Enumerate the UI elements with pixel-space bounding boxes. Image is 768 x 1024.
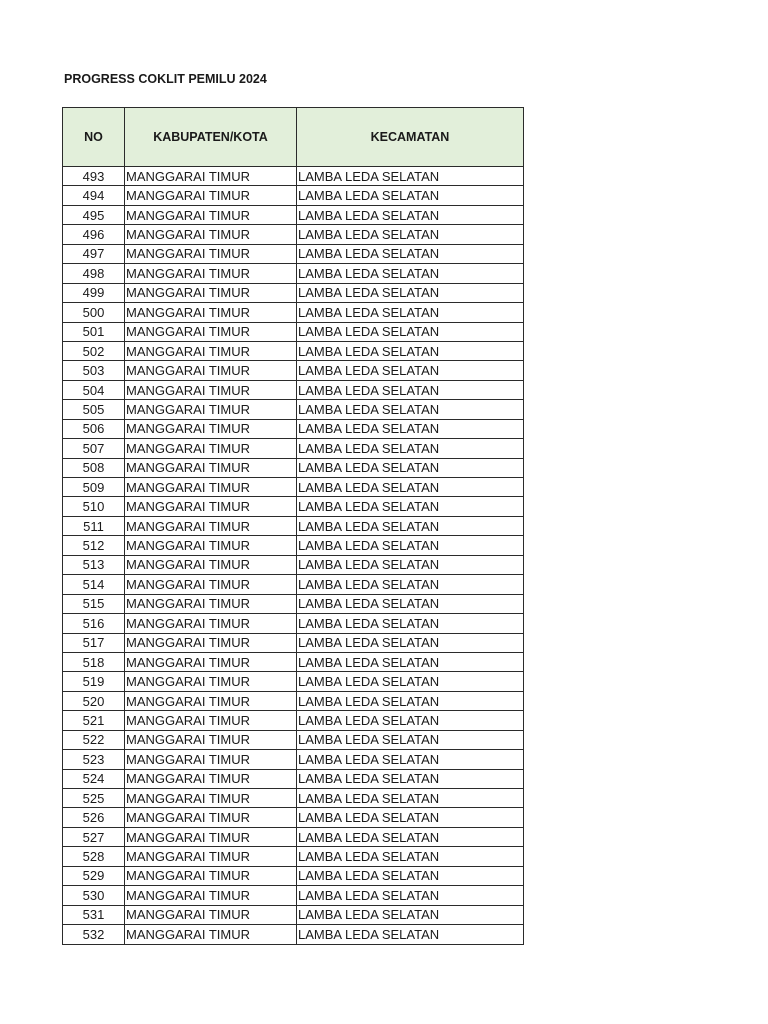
table-row bbox=[63, 614, 524, 633]
cell-kabupaten-kota: MANGGARAI TIMUR bbox=[125, 361, 297, 380]
cell-no: 528 bbox=[63, 847, 125, 866]
cell-kecamatan: LAMBA LEDA SELATAN bbox=[297, 400, 524, 419]
table-row bbox=[63, 439, 524, 458]
cell-kecamatan: LAMBA LEDA SELATAN bbox=[297, 478, 524, 497]
cell-no: 523 bbox=[63, 750, 125, 769]
table-row bbox=[63, 283, 524, 302]
table-row bbox=[63, 205, 524, 224]
cell-no: 531 bbox=[63, 905, 125, 924]
cell-kabupaten-kota: MANGGARAI TIMUR bbox=[125, 827, 297, 846]
table-row bbox=[63, 264, 524, 283]
cell-no: 514 bbox=[63, 575, 125, 594]
cell-kecamatan: LAMBA LEDA SELATAN bbox=[297, 244, 524, 263]
cell-kabupaten-kota: MANGGARAI TIMUR bbox=[125, 769, 297, 788]
cell-kecamatan: LAMBA LEDA SELATAN bbox=[297, 497, 524, 516]
table-row bbox=[63, 536, 524, 555]
table-row bbox=[63, 516, 524, 535]
cell-kabupaten-kota: MANGGARAI TIMUR bbox=[125, 186, 297, 205]
cell-no: 522 bbox=[63, 730, 125, 749]
table-row bbox=[63, 575, 524, 594]
cell-kabupaten-kota: MANGGARAI TIMUR bbox=[125, 691, 297, 710]
cell-no: 516 bbox=[63, 614, 125, 633]
cell-kecamatan: LAMBA LEDA SELATAN bbox=[297, 672, 524, 691]
cell-kecamatan: LAMBA LEDA SELATAN bbox=[297, 225, 524, 244]
cell-no: 532 bbox=[63, 925, 125, 944]
cell-kecamatan: LAMBA LEDA SELATAN bbox=[297, 361, 524, 380]
table-row bbox=[63, 905, 524, 924]
header-row bbox=[63, 108, 524, 167]
table-row bbox=[63, 847, 524, 866]
table-row bbox=[63, 925, 524, 944]
table-row bbox=[63, 322, 524, 341]
table-row bbox=[63, 341, 524, 360]
table-row bbox=[63, 808, 524, 827]
cell-kecamatan: LAMBA LEDA SELATAN bbox=[297, 516, 524, 535]
table-row bbox=[63, 730, 524, 749]
cell-no: 512 bbox=[63, 536, 125, 555]
table-row bbox=[63, 303, 524, 322]
cell-kabupaten-kota: MANGGARAI TIMUR bbox=[125, 730, 297, 749]
cell-kabupaten-kota: MANGGARAI TIMUR bbox=[125, 303, 297, 322]
cell-kecamatan: LAMBA LEDA SELATAN bbox=[297, 886, 524, 905]
cell-kabupaten-kota: MANGGARAI TIMUR bbox=[125, 380, 297, 399]
cell-kabupaten-kota: MANGGARAI TIMUR bbox=[125, 322, 297, 341]
table-row bbox=[63, 380, 524, 399]
cell-kecamatan: LAMBA LEDA SELATAN bbox=[297, 167, 524, 186]
column-header-kecamatan: KECAMATAN bbox=[297, 108, 524, 167]
table-row bbox=[63, 827, 524, 846]
cell-no: 504 bbox=[63, 380, 125, 399]
cell-kecamatan: LAMBA LEDA SELATAN bbox=[297, 575, 524, 594]
cell-kabupaten-kota: MANGGARAI TIMUR bbox=[125, 866, 297, 885]
cell-kecamatan: LAMBA LEDA SELATAN bbox=[297, 905, 524, 924]
cell-no: 503 bbox=[63, 361, 125, 380]
table-row bbox=[63, 594, 524, 613]
cell-kabupaten-kota: MANGGARAI TIMUR bbox=[125, 283, 297, 302]
cell-no: 508 bbox=[63, 458, 125, 477]
cell-no: 525 bbox=[63, 789, 125, 808]
cell-kecamatan: LAMBA LEDA SELATAN bbox=[297, 536, 524, 555]
cell-no: 511 bbox=[63, 516, 125, 535]
table-row bbox=[63, 400, 524, 419]
cell-kecamatan: LAMBA LEDA SELATAN bbox=[297, 264, 524, 283]
table-row bbox=[63, 458, 524, 477]
cell-kabupaten-kota: MANGGARAI TIMUR bbox=[125, 205, 297, 224]
table-row bbox=[63, 244, 524, 263]
cell-kabupaten-kota: MANGGARAI TIMUR bbox=[125, 225, 297, 244]
cell-kecamatan: LAMBA LEDA SELATAN bbox=[297, 730, 524, 749]
table-row bbox=[63, 633, 524, 652]
cell-no: 493 bbox=[63, 167, 125, 186]
cell-no: 506 bbox=[63, 419, 125, 438]
cell-kabupaten-kota: MANGGARAI TIMUR bbox=[125, 244, 297, 263]
cell-kabupaten-kota: MANGGARAI TIMUR bbox=[125, 516, 297, 535]
cell-kecamatan: LAMBA LEDA SELATAN bbox=[297, 827, 524, 846]
cell-kecamatan: LAMBA LEDA SELATAN bbox=[297, 380, 524, 399]
cell-kabupaten-kota: MANGGARAI TIMUR bbox=[125, 847, 297, 866]
cell-kabupaten-kota: MANGGARAI TIMUR bbox=[125, 439, 297, 458]
cell-no: 509 bbox=[63, 478, 125, 497]
cell-kecamatan: LAMBA LEDA SELATAN bbox=[297, 458, 524, 477]
cell-no: 527 bbox=[63, 827, 125, 846]
cell-kabupaten-kota: MANGGARAI TIMUR bbox=[125, 536, 297, 555]
cell-kabupaten-kota: MANGGARAI TIMUR bbox=[125, 808, 297, 827]
cell-kecamatan: LAMBA LEDA SELATAN bbox=[297, 652, 524, 671]
cell-kabupaten-kota: MANGGARAI TIMUR bbox=[125, 341, 297, 360]
cell-kabupaten-kota: MANGGARAI TIMUR bbox=[125, 789, 297, 808]
column-header-kabupaten-kota: KABUPATEN/KOTA bbox=[125, 108, 297, 167]
cell-kecamatan: LAMBA LEDA SELATAN bbox=[297, 808, 524, 827]
table-row bbox=[63, 167, 524, 186]
cell-no: 521 bbox=[63, 711, 125, 730]
cell-no: 498 bbox=[63, 264, 125, 283]
cell-kabupaten-kota: MANGGARAI TIMUR bbox=[125, 711, 297, 730]
cell-kabupaten-kota: MANGGARAI TIMUR bbox=[125, 400, 297, 419]
cell-kabupaten-kota: MANGGARAI TIMUR bbox=[125, 925, 297, 944]
table-body bbox=[63, 167, 524, 945]
cell-no: 530 bbox=[63, 886, 125, 905]
table-row bbox=[63, 750, 524, 769]
cell-kecamatan: LAMBA LEDA SELATAN bbox=[297, 633, 524, 652]
cell-no: 519 bbox=[63, 672, 125, 691]
cell-kecamatan: LAMBA LEDA SELATAN bbox=[297, 205, 524, 224]
table-row bbox=[63, 555, 524, 574]
cell-no: 517 bbox=[63, 633, 125, 652]
cell-no: 507 bbox=[63, 439, 125, 458]
cell-kecamatan: LAMBA LEDA SELATAN bbox=[297, 769, 524, 788]
cell-kecamatan: LAMBA LEDA SELATAN bbox=[297, 925, 524, 944]
cell-no: 510 bbox=[63, 497, 125, 516]
cell-kecamatan: LAMBA LEDA SELATAN bbox=[297, 594, 524, 613]
cell-kabupaten-kota: MANGGARAI TIMUR bbox=[125, 497, 297, 516]
cell-kabupaten-kota: MANGGARAI TIMUR bbox=[125, 614, 297, 633]
cell-no: 524 bbox=[63, 769, 125, 788]
table-row bbox=[63, 691, 524, 710]
cell-no: 513 bbox=[63, 555, 125, 574]
table-row bbox=[63, 789, 524, 808]
cell-kabupaten-kota: MANGGARAI TIMUR bbox=[125, 478, 297, 497]
cell-kecamatan: LAMBA LEDA SELATAN bbox=[297, 303, 524, 322]
cell-kabupaten-kota: MANGGARAI TIMUR bbox=[125, 672, 297, 691]
table-row bbox=[63, 186, 524, 205]
table-header bbox=[63, 108, 524, 167]
document-title: PROGRESS COKLIT PEMILU 2024 bbox=[64, 72, 267, 86]
cell-no: 501 bbox=[63, 322, 125, 341]
cell-kabupaten-kota: MANGGARAI TIMUR bbox=[125, 750, 297, 769]
cell-kabupaten-kota: MANGGARAI TIMUR bbox=[125, 905, 297, 924]
table-row bbox=[63, 225, 524, 244]
table-row bbox=[63, 711, 524, 730]
cell-kecamatan: LAMBA LEDA SELATAN bbox=[297, 691, 524, 710]
table-row bbox=[63, 497, 524, 516]
cell-kecamatan: LAMBA LEDA SELATAN bbox=[297, 419, 524, 438]
cell-kabupaten-kota: MANGGARAI TIMUR bbox=[125, 458, 297, 477]
cell-kecamatan: LAMBA LEDA SELATAN bbox=[297, 439, 524, 458]
table-row bbox=[63, 652, 524, 671]
cell-kabupaten-kota: MANGGARAI TIMUR bbox=[125, 652, 297, 671]
cell-no: 495 bbox=[63, 205, 125, 224]
cell-no: 496 bbox=[63, 225, 125, 244]
cell-kabupaten-kota: MANGGARAI TIMUR bbox=[125, 264, 297, 283]
cell-no: 500 bbox=[63, 303, 125, 322]
progress-table bbox=[62, 107, 524, 945]
cell-no: 494 bbox=[63, 186, 125, 205]
cell-kecamatan: LAMBA LEDA SELATAN bbox=[297, 750, 524, 769]
cell-kabupaten-kota: MANGGARAI TIMUR bbox=[125, 633, 297, 652]
cell-kecamatan: LAMBA LEDA SELATAN bbox=[297, 283, 524, 302]
cell-kecamatan: LAMBA LEDA SELATAN bbox=[297, 614, 524, 633]
cell-no: 515 bbox=[63, 594, 125, 613]
table-row bbox=[63, 478, 524, 497]
cell-no: 520 bbox=[63, 691, 125, 710]
cell-kabupaten-kota: MANGGARAI TIMUR bbox=[125, 167, 297, 186]
cell-kabupaten-kota: MANGGARAI TIMUR bbox=[125, 594, 297, 613]
cell-kabupaten-kota: MANGGARAI TIMUR bbox=[125, 419, 297, 438]
cell-kecamatan: LAMBA LEDA SELATAN bbox=[297, 555, 524, 574]
cell-kecamatan: LAMBA LEDA SELATAN bbox=[297, 866, 524, 885]
cell-no: 502 bbox=[63, 341, 125, 360]
cell-kecamatan: LAMBA LEDA SELATAN bbox=[297, 341, 524, 360]
cell-no: 499 bbox=[63, 283, 125, 302]
column-header-no: NO bbox=[63, 108, 125, 167]
table-row bbox=[63, 886, 524, 905]
cell-kecamatan: LAMBA LEDA SELATAN bbox=[297, 847, 524, 866]
table-row bbox=[63, 672, 524, 691]
cell-no: 518 bbox=[63, 652, 125, 671]
cell-kecamatan: LAMBA LEDA SELATAN bbox=[297, 322, 524, 341]
table-row bbox=[63, 419, 524, 438]
table-row bbox=[63, 769, 524, 788]
cell-kecamatan: LAMBA LEDA SELATAN bbox=[297, 711, 524, 730]
cell-no: 526 bbox=[63, 808, 125, 827]
table-row bbox=[63, 361, 524, 380]
cell-kabupaten-kota: MANGGARAI TIMUR bbox=[125, 886, 297, 905]
table-row bbox=[63, 866, 524, 885]
cell-no: 529 bbox=[63, 866, 125, 885]
cell-kecamatan: LAMBA LEDA SELATAN bbox=[297, 789, 524, 808]
cell-kabupaten-kota: MANGGARAI TIMUR bbox=[125, 555, 297, 574]
cell-no: 505 bbox=[63, 400, 125, 419]
cell-kabupaten-kota: MANGGARAI TIMUR bbox=[125, 575, 297, 594]
cell-no: 497 bbox=[63, 244, 125, 263]
cell-kecamatan: LAMBA LEDA SELATAN bbox=[297, 186, 524, 205]
